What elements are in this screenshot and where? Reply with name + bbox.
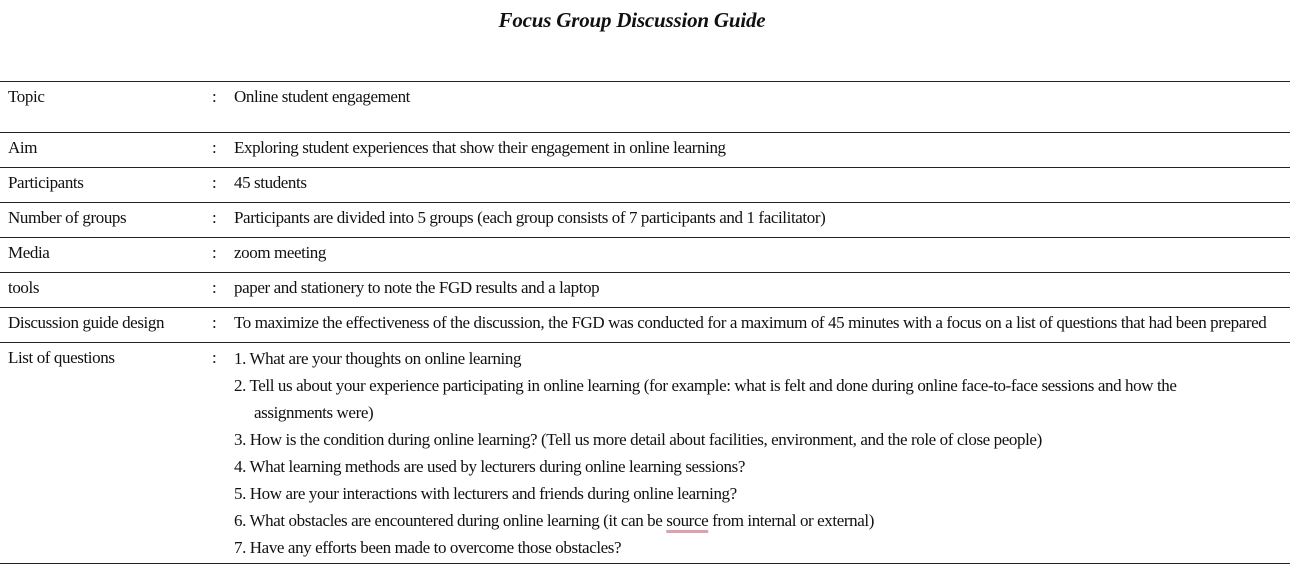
table-row-media xyxy=(0,238,1290,273)
row-label: tools xyxy=(8,278,40,297)
question-item: 4. What learning methods are used by lecturers during online learning sessions? xyxy=(234,457,745,476)
row-separator: : xyxy=(212,138,217,157)
table-row-number-of-groups xyxy=(0,203,1290,238)
row-separator: : xyxy=(212,313,217,332)
table-row-discussion-guide-design xyxy=(0,308,1290,343)
question-text: 2. Tell us about your experience participating in online learning (for example: what is felt and done during online face-to-face sessions and how the xyxy=(234,376,1177,395)
question-item xyxy=(234,507,1290,534)
row-value: zoom meeting xyxy=(234,243,326,262)
row-label: Participants xyxy=(8,173,84,192)
row-label: Discussion guide design xyxy=(8,313,165,332)
row-label: Aim xyxy=(8,138,38,157)
row-separator: : xyxy=(212,208,217,227)
row-value: Participants are divided into 5 groups (each group consists of 7 participants and 1 facilitator) xyxy=(234,208,826,227)
discussion-guide-table xyxy=(0,81,1290,564)
table-row-tools xyxy=(0,273,1290,308)
spellcheck-marked-word: source xyxy=(666,511,709,530)
table-row-participants xyxy=(0,168,1290,203)
row-value: To maximize the effectiveness of the discussion, the FGD was conducted for a maximum of 45 minutes with a focus on a list of questions that had been prepared xyxy=(234,313,1267,332)
question-item: 3. How is the condition during online learning? (Tell us more detail about facilities, environment, and the role of close people) xyxy=(234,430,1042,449)
row-separator: : xyxy=(212,348,217,367)
question-text: from internal or external) xyxy=(708,511,874,530)
question-text-continued: assignments were) xyxy=(254,403,374,422)
question-item: 7. Have any efforts been made to overcome those obstacles? xyxy=(234,538,622,557)
table-row-topic xyxy=(0,82,1290,133)
row-separator: : xyxy=(212,243,217,262)
row-value: Online student engagement xyxy=(234,87,411,106)
row-separator: : xyxy=(212,278,217,297)
row-label: List of questions xyxy=(8,348,115,367)
row-separator: : xyxy=(212,87,217,106)
table-row-list-of-questions xyxy=(0,343,1290,564)
row-separator: : xyxy=(212,173,217,192)
row-value: paper and stationery to note the FGD results and a laptop xyxy=(234,278,600,297)
page-title: Focus Group Discussion Guide xyxy=(498,8,766,32)
question-item: 5. How are your interactions with lecturers and friends during online learning? xyxy=(234,484,737,503)
row-label: Number of groups xyxy=(8,208,127,227)
question-text: 6. What obstacles are encountered during online learning (it can be xyxy=(234,511,667,530)
question-list xyxy=(234,343,1290,564)
question-item xyxy=(234,372,1290,426)
table-row-aim xyxy=(0,133,1290,168)
row-label: Topic xyxy=(8,87,45,106)
row-label: Media xyxy=(8,243,50,262)
question-item: 1. What are your thoughts on online learning xyxy=(234,349,522,368)
row-value: 45 students xyxy=(234,173,307,192)
row-value: Exploring student experiences that show their engagement in online learning xyxy=(234,138,726,157)
